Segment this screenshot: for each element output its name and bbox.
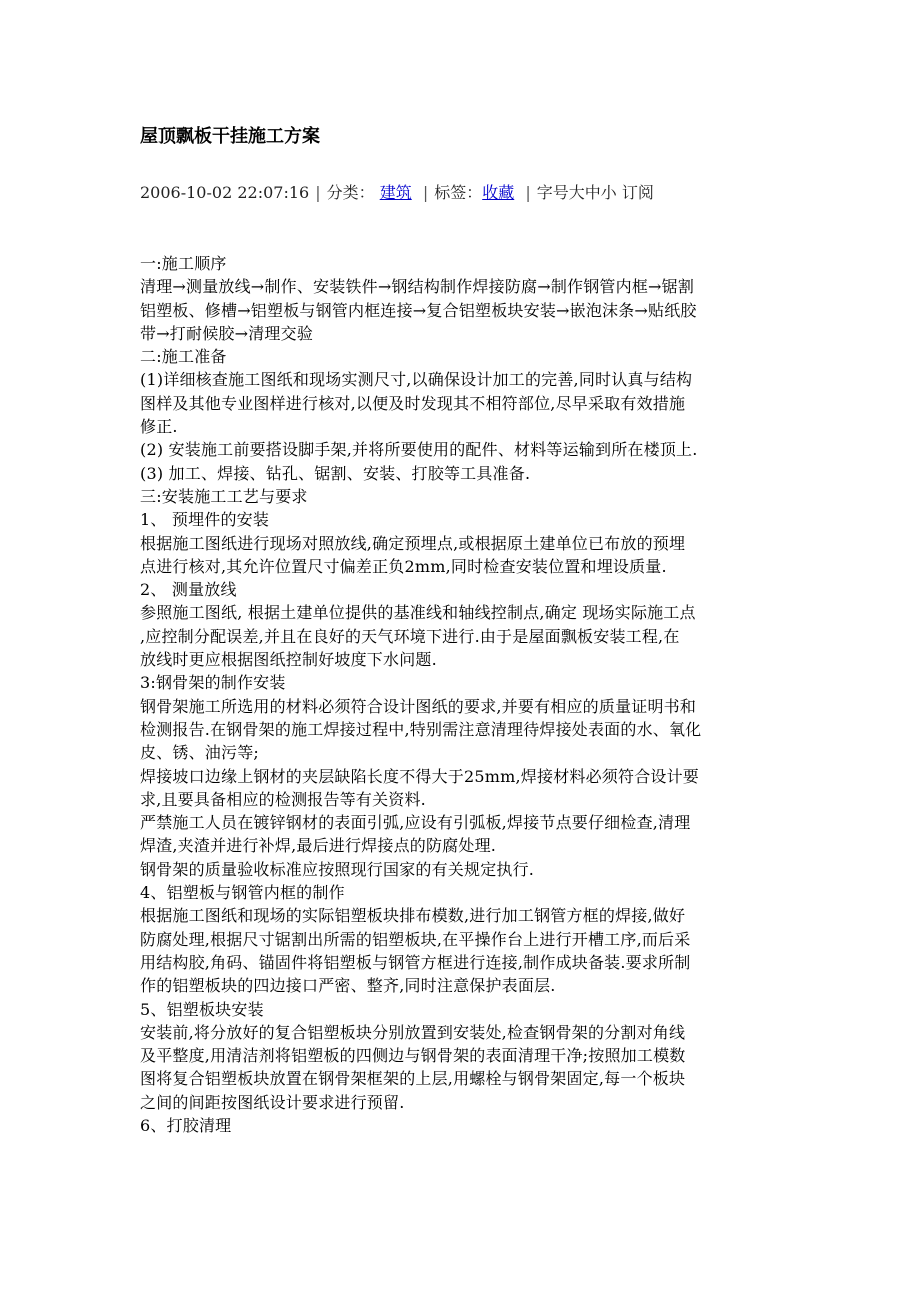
body-line: 严禁施工人员在镀锌钢材的表面引弧,应设有引弧板,焊接节点要仔细检查,清理 — [140, 813, 691, 833]
body-line: 点进行核对,其允许位置尺寸偏差正负2mm,同时检查安装位置和埋设质量. — [140, 556, 667, 576]
body-line: (3) 加工、焊接、钻孔、锯割、安装、打胶等工具准备. — [140, 463, 531, 483]
tag-link[interactable]: 收藏 — [482, 183, 515, 202]
body-line: 6、打胶清理 — [140, 1115, 232, 1135]
body-line: 检测报告.在钢骨架的施工焊接过程中,特别需注意清理待焊接处表面的水、氧化 — [140, 719, 702, 739]
body-line: 钢骨架的质量验收标准应按照现行国家的有关规定执行. — [140, 859, 535, 879]
post-datetime: 2006-10-02 22:07:16 — [140, 183, 310, 202]
article-title: 屋顶飘板干挂施工方案 — [140, 126, 320, 147]
body-line: (2) 安装施工前要搭设脚手架,并将所要使用的配件、材料等运输到所在楼顶上. — [140, 440, 698, 460]
body-line: 放线时更应根据图纸控制好坡度下水问题. — [140, 650, 437, 670]
category-label: 分类： — [326, 183, 375, 202]
meta-separator: | — [315, 183, 321, 202]
body-line: ,应控制分配误差,并且在良好的天气环境下进行.由于是屋面飘板安装工程,在 — [140, 626, 680, 646]
body-line: 5、铝塑板块安装 — [140, 999, 264, 1019]
tag-label: 标签： — [434, 183, 483, 202]
meta-separator: | — [525, 183, 531, 202]
body-line: 皮、锈、油污等; — [140, 743, 259, 763]
body-line: 求,且要具备相应的检测报告等有关资料. — [140, 789, 426, 809]
article-meta — [140, 180, 654, 206]
body-line: 根据施工图纸和现场的实际铝塑板块排布模数,进行加工钢管方框的焊接,做好 — [140, 906, 686, 926]
meta-separator: | — [422, 183, 429, 202]
body-line: 清理→测量放线→制作、安装铁件→钢结构制作焊接防腐→制作钢管内框→锯割 — [140, 277, 695, 297]
body-line: 之间的间距按图纸设计要求进行预留. — [140, 1092, 405, 1112]
font-size-control[interactable]: 字号大中小 — [536, 183, 617, 202]
body-line: 焊渣,夹渣并进行补焊,最后进行焊接点的防腐处理. — [140, 836, 497, 856]
body-line: 图将复合铝塑板块放置在钢骨架框架的上层,用螺栓与钢骨架固定,每一个板块 — [140, 1069, 686, 1089]
body-line: (1)详细核查施工图纸和现场实测尺寸,以确保设计加工的完善,同时认真与结构 — [140, 370, 693, 390]
body-line: 带→打耐候胶→清理交验 — [140, 323, 314, 343]
body-line: 二:施工准备 — [140, 347, 227, 367]
body-line: 修正. — [140, 417, 178, 437]
body-line: 图样及其他专业图样进行核对,以便及时发现其不相符部位,尽早采取有效措施 — [140, 393, 686, 413]
body-line: 铝塑板、修槽→铝塑板与钢管内框连接→复合铝塑板块安装→嵌泡沫条→贴纸胶 — [140, 300, 697, 320]
body-line: 4、铝塑板与钢管内框的制作 — [140, 883, 345, 903]
body-line: 钢骨架施工所选用的材料必须符合设计图纸的要求,并要有相应的质量证明书和 — [140, 696, 697, 716]
body-line: 一:施工顺序 — [140, 254, 227, 273]
body-line: 作的铝塑板块的四边接口严密、整齐,同时注意保护表面层. — [140, 976, 556, 996]
body-line: 用结构胶,角码、锚固件将铝塑板与钢管方框进行连接,制作成块备装.要求所制 — [140, 952, 691, 972]
body-line: 参照施工图纸, 根据土建单位提供的基准线和轴线控制点,确定 现场实际施工点 — [140, 603, 696, 623]
body-line: 3:钢骨架的制作安装 — [140, 673, 286, 693]
body-line: 焊接坡口边缘上钢材的夹层缺陷长度不得大于25mm,焊接材料必须符合设计要 — [140, 766, 699, 786]
body-line: 2、 测量放线 — [140, 580, 237, 600]
body-line: 防腐处理,根据尺寸锯割出所需的铝塑板块,在平操作台上进行开槽工序,而后采 — [140, 929, 691, 949]
body-line: 根据施工图纸进行现场对照放线,确定预埋点,或根据原土建单位已布放的预埋 — [140, 533, 686, 553]
body-line: 安装前,将分放好的复合铝塑板块分别放置到安装处,检查钢骨架的分割对角线 — [140, 1022, 686, 1042]
article-body — [140, 252, 790, 1137]
subscribe-link[interactable]: 订阅 — [621, 183, 654, 202]
category-link[interactable]: 建筑 — [379, 183, 412, 202]
body-line: 及平整度,用清洁剂将铝塑板的四侧边与钢骨架的表面清理干净;按照加工模数 — [140, 1046, 686, 1066]
body-line: 1、 预埋件的安装 — [140, 510, 270, 530]
body-line: 三:安装施工工艺与要求 — [140, 486, 308, 506]
